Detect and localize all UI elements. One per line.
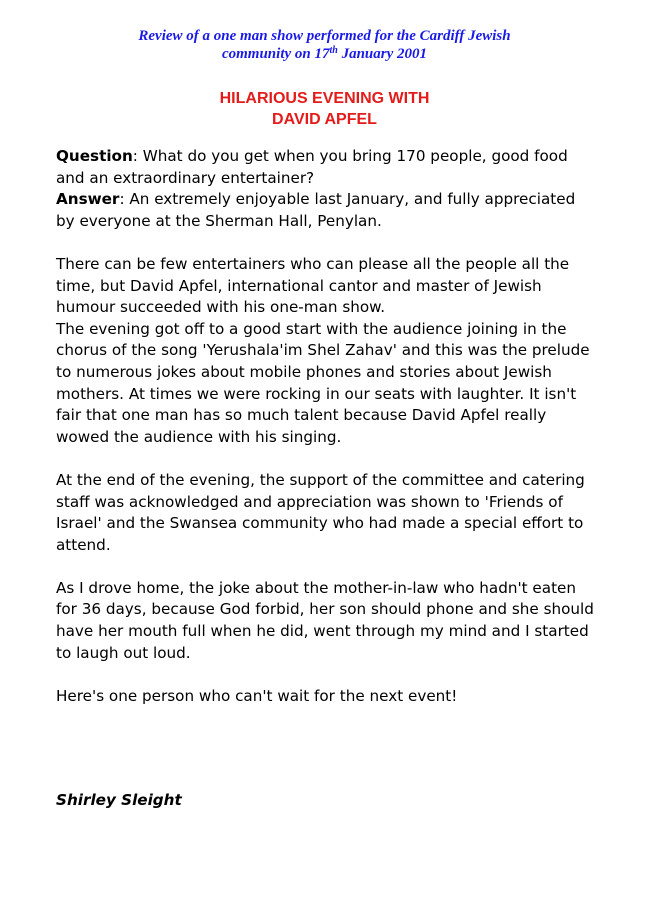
body-paragraph-3: At the end of the evening, the support of the committee and catering staff was acknowledged and appreciation was shown to 'Friends of Israel' and the Swansea community who had made a special effort to attend. xyxy=(56,470,585,554)
article-body xyxy=(56,146,596,707)
headline-line-2: DAVID APFEL xyxy=(272,111,377,128)
body-paragraph-2: The evening got off to a good start with the audience joining in the chorus of the song 'Yerushala'im Shel Zahav' and this was the prelude to numerous jokes about mobile phones and stories about Jewish mothers. At times we were rocking in our seats with laughter. It isn't fair that one man has so much talent because David Apfel really wowed the audience with his singing. xyxy=(56,319,590,446)
paragraph-spacer xyxy=(56,448,596,470)
header-date-suffix: January 2001 xyxy=(337,46,428,62)
question-paragraph xyxy=(56,146,596,189)
question-text: : What do you get when you bring 170 people, good food and an extraordinary entertainer? xyxy=(56,147,568,187)
article-headline xyxy=(60,88,589,130)
header-line-2 xyxy=(60,45,589,63)
answer-text: : An extremely enjoyable last January, and fully appreciated by everyone at the Sherman Hall, Penylan. xyxy=(56,190,576,230)
body-paragraph-1: There can be few entertainers who can please all the people all the time, but David Apfel, international cantor and master of Jewish humour succeeded with his one-man show. xyxy=(56,254,570,317)
answer-paragraph xyxy=(56,189,596,232)
header-date-prefix: community on 17 xyxy=(221,46,330,62)
body-paragraph-4: As I drove home, the joke about the mother-in-law who hadn't eaten for 36 days, because God forbid, her son should phone and she should have her mouth full when he did, went through my mind and I started to laugh out loud. xyxy=(56,578,594,662)
paragraph-spacer xyxy=(56,556,596,578)
header-date-ordinal: th xyxy=(329,45,338,56)
paragraph-spacer xyxy=(56,232,596,254)
paragraph-spacer xyxy=(56,664,596,686)
answer-label: Answer xyxy=(56,190,120,209)
review-header xyxy=(60,27,589,63)
body-paragraph-5: Here's one person who can't wait for the next event! xyxy=(56,686,458,705)
header-line-1: Review of a one man show performed for the Cardiff Jewish xyxy=(138,28,511,44)
headline-line-1: HILARIOUS EVENING WITH xyxy=(219,90,430,107)
author-signature: Shirley Sleight xyxy=(56,791,182,809)
question-label: Question xyxy=(56,147,133,165)
